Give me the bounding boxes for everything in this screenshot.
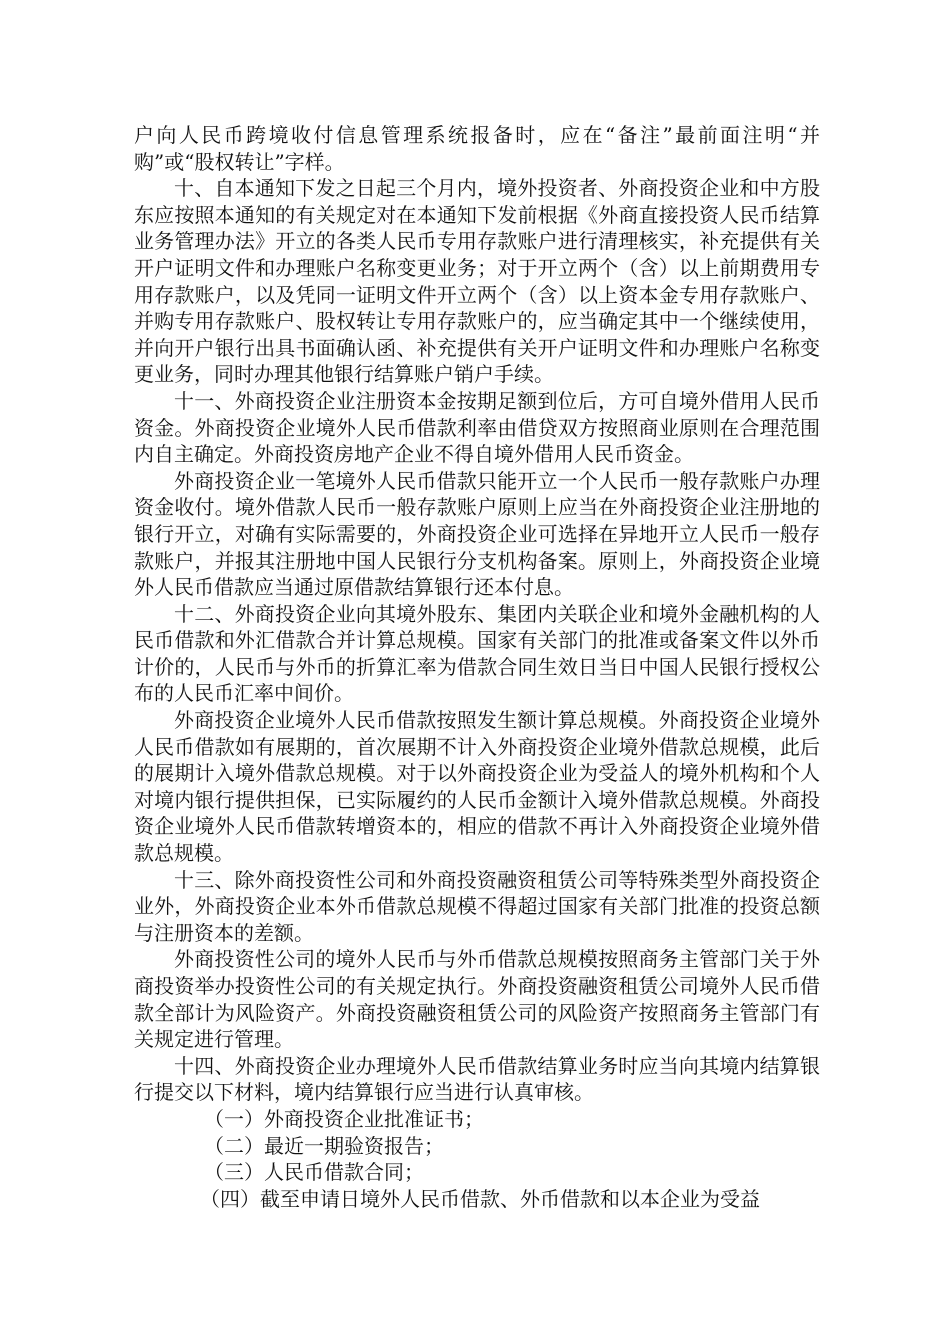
- paragraph-continuation: 户向人民币跨境收付信息管理系统报备时，应在“备注”最前面注明“并购”或“股权转让”字样。: [134, 123, 820, 174]
- document-body: [134, 122, 820, 1212]
- paragraph-article-10: 十、自本通知下发之日起三个月内，境外投资者、外商投资企业和中方股东应按照本通知的有关规定对在本通知下发前根据《外商直接投资人民币结算业务管理办法》开立的各类人民币专用存款账户进行清理核实，补充提供有关开户证明文件和办理账户名称变更业务；对于开立两个（含）以上前期费用专用存款账户，以及凭同一证明文件开立两个（含）以上资本金专用存款账户、并购专用存款账户、股权转让专用存款账户的，应当确定其中一个继续使用，并向开户银行出具书面确认函、补充提供有关开户证明文件和办理账户名称变更业务，同时办理其他银行结算账户销户手续。: [134, 176, 820, 387]
- list-item-3: （三）人民币借款合同；: [204, 1160, 424, 1185]
- paragraph-article-13-investment-company: 外商投资性公司的境外人民币与外币借款总规模按照商务主管部门关于外商投资举办投资性公司的有关规定执行。外商投资融资租赁公司境外人民币借款全部计为风险资产。外商投资融资租赁公司的风险资产按照商务主管部门有关规定进行管理。: [134, 947, 820, 1052]
- list-item-2: （二）最近一期验资报告；: [204, 1133, 444, 1158]
- paragraph-article-12-scale: 外商投资企业境外人民币借款按照发生额计算总规模。外商投资企业境外人民币借款如有展期的，首次展期不计入外商投资企业境外借款总规模，此后的展期计入境外借款总规模。对于以外商投资企业为受益人的境外机构和个人对境内银行提供担保，已实际履约的人民币金额计入境外借款总规模。外商投资企业境外人民币借款转增资本的，相应的借款不再计入外商投资企业境外借款总规模。: [134, 708, 820, 866]
- paragraph-article-11: 十一、外商投资企业注册资本金按期足额到位后，方可自境外借用人民币资金。外商投资企业境外人民币借款利率由借贷双方按照商业原则在合理范围内自主确定。外商投资房地产企业不得自境外借用人民币资金。: [134, 388, 820, 467]
- paragraph-article-14: 十四、外商投资企业办理境外人民币借款结算业务时应当向其境内结算银行提交以下材料，境内结算银行应当进行认真审核。: [134, 1053, 820, 1105]
- list-item-4: （四）截至申请日境外人民币借款、外币借款和以本企业为受益: [200, 1186, 760, 1211]
- paragraph-article-11-account: 外商投资企业一笔境外人民币借款只能开立一个人民币一般存款账户办理资金收付。境外借款人民币一般存款账户原则上应当在外商投资企业注册地的银行开立，对确有实际需要的，外商投资企业可选择在异地开立人民币一般存款账户，并报其注册地中国人民银行分支机构备案。原则上，外商投资企业境外人民币借款应当通过原借款结算银行还本付息。: [134, 468, 820, 600]
- paragraph-article-12: 十二、外商投资企业向其境外股东、集团内关联企业和境外金融机构的人民币借款和外汇借款合并计算总规模。国家有关部门的批准或备案文件以外币计价的，人民币与外币的折算汇率为借款合同生效日当日中国人民银行授权公布的人民币汇率中间价。: [134, 601, 820, 706]
- paragraph-article-13: 十三、除外商投资性公司和外商投资融资租赁公司等特殊类型外商投资企业外，外商投资企业本外币借款总规模不得超过国家有关部门批准的投资总额与注册资本的差额。: [134, 867, 820, 945]
- list-item-1: （一）外商投资企业批准证书；: [204, 1106, 484, 1131]
